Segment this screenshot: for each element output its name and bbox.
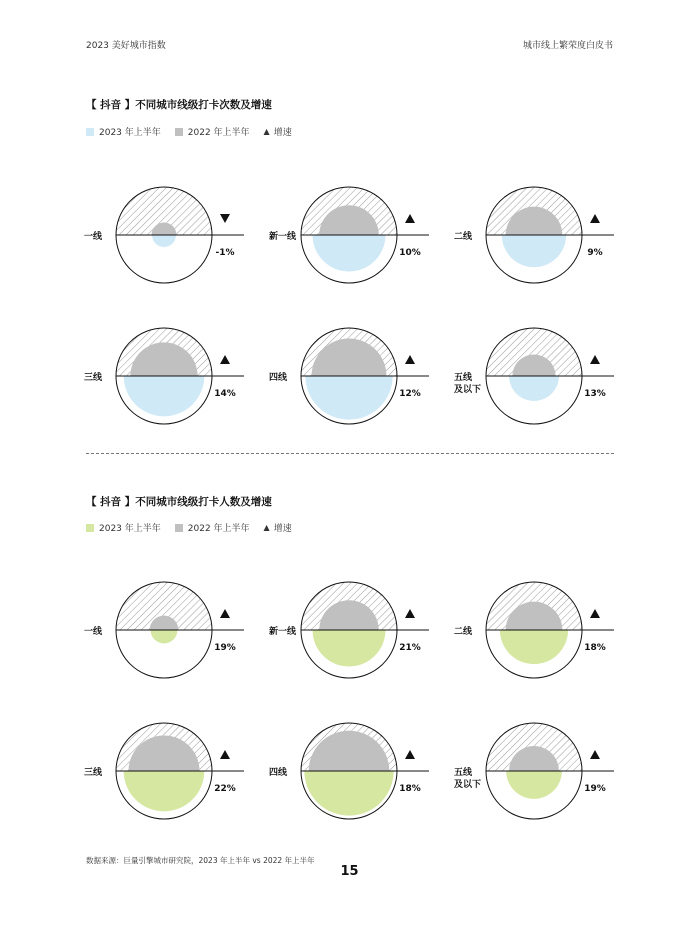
category-label: 五线 bbox=[454, 373, 473, 383]
chart2-title: 【 抖音 】不同城市线级打卡人数及增速 bbox=[86, 496, 272, 508]
bar-2023 bbox=[506, 771, 562, 799]
growth-label: 18% bbox=[399, 784, 421, 794]
legend-label-2023: 2023 年上半年 bbox=[99, 524, 161, 534]
circle-group bbox=[454, 328, 614, 424]
data-source-note: 数据来源：巨量引擎城市研究院，2023 年上半年 vs 2022 年上半年 bbox=[86, 856, 315, 865]
growth-label: 12% bbox=[399, 389, 421, 399]
legend-label-growth: 增速 bbox=[273, 128, 292, 138]
bar-2023 bbox=[124, 376, 205, 416]
category-label: 三线 bbox=[84, 768, 103, 778]
circle-group bbox=[269, 187, 429, 283]
circle-group bbox=[84, 723, 244, 819]
bar-2023 bbox=[151, 630, 178, 643]
legend-label-2023: 2023 年上半年 bbox=[99, 128, 161, 138]
triangle-up-icon bbox=[590, 609, 600, 618]
growth-label: 18% bbox=[584, 643, 606, 653]
circle-group bbox=[269, 723, 429, 819]
growth-label: -1% bbox=[215, 248, 235, 258]
growth-label: 19% bbox=[584, 784, 606, 794]
bar-2023 bbox=[500, 630, 568, 664]
circle-group bbox=[84, 582, 244, 678]
triangle-up-icon bbox=[590, 214, 600, 223]
growth-label: 21% bbox=[399, 643, 421, 653]
legend-label-growth: 增速 bbox=[273, 524, 292, 534]
document-header-left: 2023 美好城市指数 bbox=[86, 41, 166, 51]
growth-label: 9% bbox=[587, 248, 603, 258]
chart1-title: 【 抖音 】不同城市线级打卡次数及增速 bbox=[86, 99, 272, 111]
growth-label: 10% bbox=[399, 248, 421, 258]
growth-label: 14% bbox=[214, 389, 236, 399]
category-label: 新一线 bbox=[269, 232, 297, 242]
circle-group bbox=[269, 582, 429, 678]
growth-label: 13% bbox=[584, 389, 606, 399]
triangle-down-icon bbox=[220, 214, 230, 223]
triangle-up-icon bbox=[405, 355, 415, 364]
bar-2023 bbox=[313, 630, 386, 666]
legend-label-2022: 2022 年上半年 bbox=[187, 128, 250, 138]
page-number: 15 bbox=[340, 864, 359, 879]
triangle-up-icon: ▲ bbox=[263, 523, 270, 532]
circle-group bbox=[84, 187, 244, 283]
legend-label-2022: 2022 年上半年 bbox=[187, 524, 250, 534]
category-label: 三线 bbox=[84, 373, 103, 383]
circle-group bbox=[454, 723, 614, 819]
document-header-right: 城市线上繁荣度白皮书 bbox=[522, 41, 613, 51]
category-label: 及以下 bbox=[454, 385, 482, 395]
triangle-up-icon bbox=[590, 355, 600, 364]
triangle-up-icon bbox=[405, 609, 415, 618]
category-label: 二线 bbox=[454, 627, 473, 637]
circle-group bbox=[84, 328, 244, 424]
growth-label: 19% bbox=[214, 643, 236, 653]
circle-group bbox=[454, 582, 614, 678]
bar-2023 bbox=[152, 235, 176, 247]
category-label: 及以下 bbox=[454, 780, 482, 790]
triangle-up-icon bbox=[405, 750, 415, 759]
category-label: 四线 bbox=[269, 768, 288, 778]
bar-2023 bbox=[313, 235, 386, 271]
circle-group bbox=[269, 328, 429, 424]
category-label: 一线 bbox=[84, 232, 103, 242]
circle-group bbox=[454, 187, 614, 283]
category-label: 五线 bbox=[454, 768, 473, 778]
triangle-up-icon bbox=[590, 750, 600, 759]
triangle-up-icon bbox=[220, 355, 230, 364]
category-label: 二线 bbox=[454, 232, 473, 242]
category-label: 新一线 bbox=[269, 627, 297, 637]
bar-2023 bbox=[124, 771, 205, 811]
bar-2023 bbox=[502, 235, 566, 267]
bar-2023 bbox=[509, 376, 559, 401]
triangle-up-icon bbox=[220, 609, 230, 618]
category-label: 四线 bbox=[269, 373, 288, 383]
triangle-up-icon bbox=[220, 750, 230, 759]
category-label: 一线 bbox=[84, 627, 103, 637]
bar-2023 bbox=[304, 771, 393, 816]
triangle-up-icon bbox=[405, 214, 415, 223]
triangle-up-icon: ▲ bbox=[263, 127, 270, 136]
growth-label: 22% bbox=[214, 784, 236, 794]
